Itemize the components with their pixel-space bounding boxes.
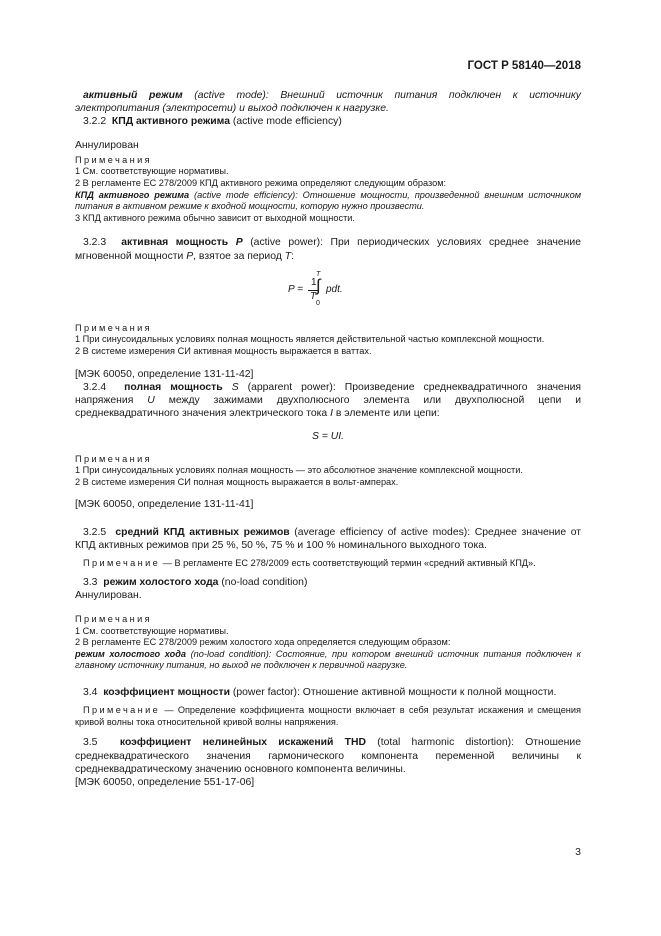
- section-3-3-heading: 3.3 режим холостого хода (no-load condition): [83, 576, 308, 588]
- reference: [МЭК 60050, определение 551-17-06]: [75, 776, 255, 788]
- integral-sign: ∫: [316, 275, 321, 295]
- page-number: 3: [575, 846, 581, 858]
- section-3-4-definition: 3.4 коэффициент мощности (power factor): Отношение активной мощности к полной мощности.: [83, 686, 557, 698]
- section-number: 3.5: [83, 737, 98, 749]
- note-item: 1 См. соответствующие нормативы.: [75, 166, 229, 177]
- section-number: 3.4: [83, 686, 98, 698]
- apparent-power-formula: S = UI.: [311, 431, 345, 443]
- note-inline: Примечание — Определение коэффициента мощности включает в себя результат искажения и смещения кривой волны тока относительной кривой волны напряжения.: [75, 705, 581, 727]
- term: средний КПД активных режимов: [115, 526, 290, 538]
- note-definition: КПД активного режима (active mode efficiency): Отношение мощности, произведенной внешним источником питания в активном режиме к входной мощности, которую нужно произвести.: [75, 189, 581, 212]
- annulled-note: Аннулирован.: [75, 589, 142, 601]
- term: полная мощность: [124, 381, 223, 393]
- annulled-note: Аннулирован: [75, 139, 139, 151]
- reference: [МЭК 60050, определение 131-11-42]: [75, 368, 254, 380]
- section-number: 3.3: [83, 576, 98, 588]
- note-item: 2 В системе измерения СИ полная мощность выражается в вольт-амперах.: [75, 476, 399, 487]
- section-3-2-4-definition: 3.2.4 полная мощность S (apparent power): Произведение среднеквадратичного значения напряжения U между зажимами двухполюсного элемента или двухполюсной цепи и среднеквадратичного значения электрического тока I в элементе или цепи:: [75, 381, 582, 420]
- section-number: 3.2.3: [83, 237, 107, 249]
- note-item: 1 См. соответствующие нормативы.: [75, 625, 229, 636]
- section-3-2-5-definition: 3.2.5 средний КПД активных режимов (average efficiency of active modes): Среднее значение от КПД активных режимов при 25 %, 50 %, 75 % и 100 % номинального выходного тока.: [75, 526, 581, 551]
- notes-label: Примечания: [75, 322, 153, 333]
- note-definition: режим холостого хода (no-load condition): Состояние, при котором внешний источник питания подключен к главному источнику питания, но выход не подключен к первичной нагрузке.: [75, 648, 582, 671]
- term: активная мощность: [121, 237, 229, 249]
- notes-label: Примечания: [75, 613, 153, 624]
- note-item: 3 КПД активного режима обычно зависит от выходной мощности.: [75, 212, 355, 223]
- reference: [МЭК 60050, определение 131-11-41]: [75, 499, 254, 511]
- note-item: 1 При синусоидальных условиях полная мощность — это абсолютное значение комплексной мощности.: [75, 465, 523, 476]
- section-number: 3.2.2: [83, 116, 107, 128]
- standard-header: ГОСТ Р 58140—2018: [467, 60, 581, 72]
- section-3-5-definition: 3.5 коэффициент нелинейных искажений THD (total harmonic distortion): Отношение среднеквадратического значения гармонического компонента переменной величины к среднеквадратическому значению основного компонента величины.: [75, 737, 582, 775]
- term: коэффициент мощности: [103, 686, 231, 698]
- document-body: [75, 89, 581, 789]
- section-3-2-3-definition: 3.2.3 активная мощность P (active power): При периодических условиях среднее значение мгновенной мощности P, взятое за период T:: [75, 237, 581, 262]
- section-number: 3.2.4: [83, 381, 107, 393]
- active-power-formula: P = 1 T T ∫ 0 pdt.: [288, 270, 343, 307]
- note-item: 2 В системе измерения СИ активная мощность выражается в ваттах.: [75, 345, 372, 356]
- note-item: 1 При синусоидальных условиях полная мощность является действительной частью комплексной мощности.: [75, 334, 545, 345]
- term: КПД активного режима: [111, 116, 230, 128]
- section-number: 3.2.5: [83, 526, 107, 538]
- active-mode-definition: активный режим (active mode): Внешний источник питания подключен к источнику электропитания (электросети) и выход подключен к нагрузке.: [75, 90, 581, 115]
- term: режим холостого хода: [103, 576, 219, 588]
- note-inline: Примечание — В регламенте ЕС 278/2009 есть соответствующий термин «средний активный КПД».: [83, 557, 536, 568]
- term: активный режим: [83, 90, 183, 101]
- section-3-2-2-heading: 3.2.2 КПД активного режима (active mode efficiency): [83, 116, 342, 128]
- notes-label: Примечания: [75, 453, 153, 464]
- note-item: 2 В регламенте ЕС 278/2009 КПД активного режима определяют следующим образом:: [75, 178, 447, 188]
- notes-label: Примечания: [75, 154, 153, 165]
- term: коэффициент нелинейных искажений THD: [119, 737, 367, 749]
- note-item: 2 В регламенте ЕС 278/2009 режим холостого хода определяется следующим образом:: [75, 637, 451, 648]
